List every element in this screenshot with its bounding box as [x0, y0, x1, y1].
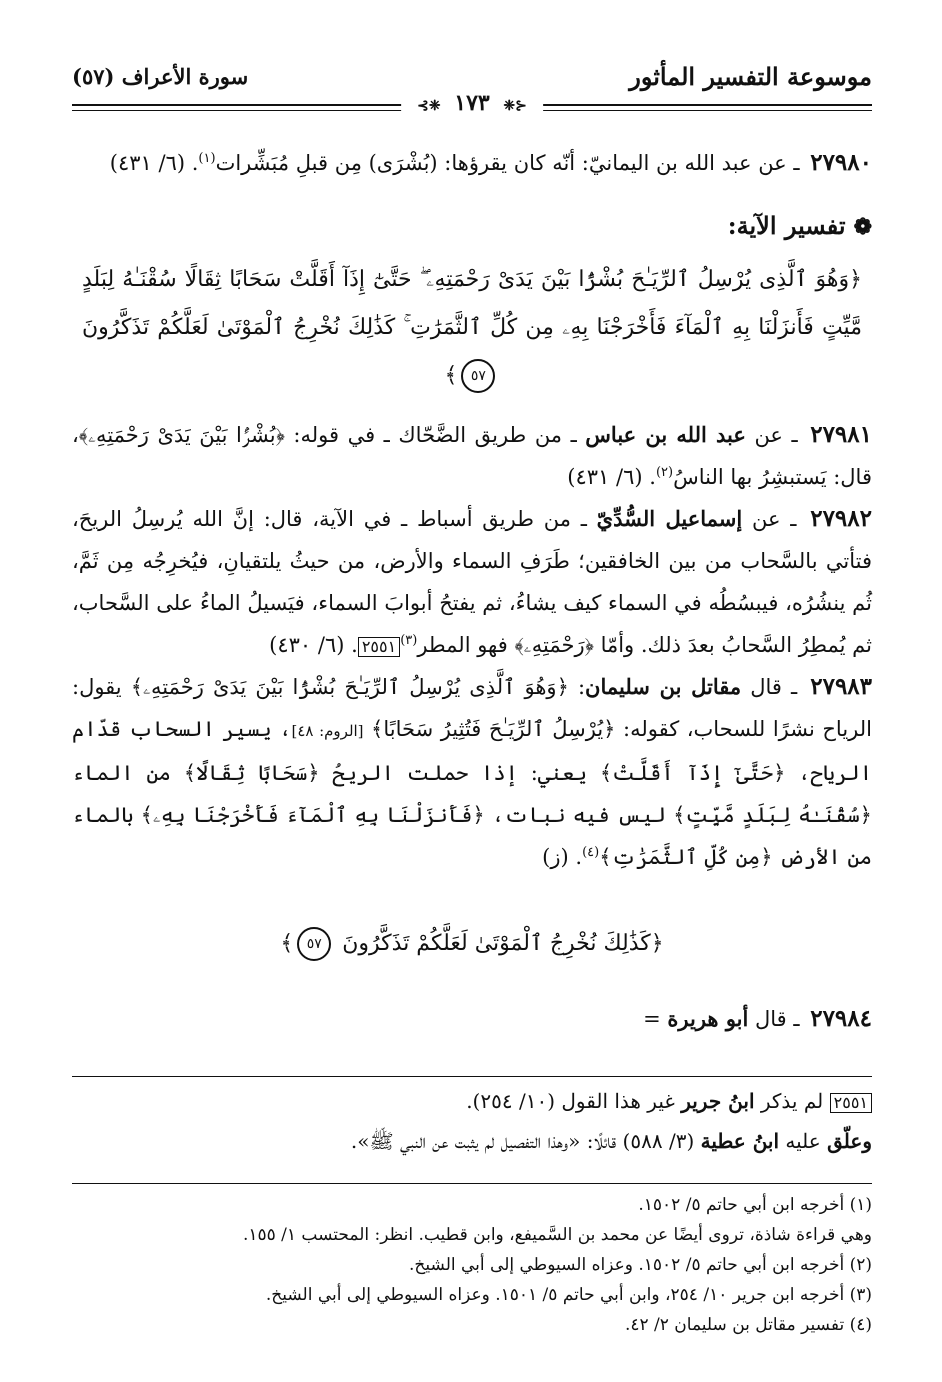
entry-tail: . [642, 465, 656, 489]
page-number: ١٧٣ [454, 90, 490, 116]
entry-text: ـ عن [742, 507, 807, 531]
ornament-icon: ⊰❈ [503, 98, 527, 114]
footnote-3: (٣) أخرجه ابن جرير ١٠/ ٢٥٤، وابن أبي حاتم ٥/ ١٥٠١. وعزاه السيوطي إلى أبي الشيخ. [265, 1285, 872, 1305]
narrator-name: إسماعيل السُّدِّيّ [596, 506, 743, 531]
footnotes [72, 1183, 872, 1340]
entry-text: ـ قال [748, 1007, 807, 1031]
volume-ref: (ز) [542, 845, 569, 869]
entry-text: ـ عن [745, 423, 807, 447]
verse-text: ﴿وَهُوَ ٱلَّذِى يُرْسِلُ ٱلرِّيَـٰحَ بُشْرًۢا بَيْنَ يَدَىْ رَحْمَتِهِۦ ۖ حَتَّىٰٓ إِذَآ أَقَلَّتْ سَحَابًا ثِقَالًا سُقْنَـٰهُ لِبَلَدٍ مَّيِّتٍ فَأَنزَلْنَا بِهِ ٱلْمَآءَ فَأَخْرَجْنَا بِهِۦ مِن كُلِّ ٱلثَّمَرَٰتِ ۚ كَذَٰلِكَ نُخْرِجُ ٱلْمَوْتَىٰ لَعَلَّكُمْ تَذَكَّرُونَ [82, 267, 862, 340]
entry-text: ـ من طريق أسباط ـ في الآية، قال: إنَّ الله يُرسِلُ الريحَ، فتأتي بالسَّحاب من بين الخافقين؛ طَرَفِ السماء والأرض، من حيثُ يلتقيانِ، فيُخرِجُه مِن ثَمَّ، ثُم ينشُرُه، فيبسُطُه في السماء كيف يشاءُ، ثم يفتحُ أبوابَ السماء، فيَسيلُ الماءُ على السَّحاب، ثم يُمطِرُ السَّحابُ بعدَ ذلك. وأمّا ﴿رَحْمَتِهِۦ﴾ فهو المطر [72, 507, 872, 657]
quran-verse [72, 256, 872, 400]
flower-icon: ❁ [853, 214, 872, 240]
narrator-name: أبو هريرة [667, 1006, 749, 1031]
entry-number: ٢٧٩٨١ [810, 421, 872, 448]
editor-note [72, 1076, 872, 1161]
footnote-4: (٤) تفسير مقاتل بن سليمان ٢/ ٤٢. [624, 1315, 872, 1335]
ornament-icon: ❈⊱ [417, 98, 441, 114]
entry-text: ـ عن عبد الله بن اليمانيّ: أنّه كان يقرؤها: (بُشْرَى) مِن قبلِ مُبَشِّرات [215, 151, 807, 175]
section-title: تفسير الآية: [727, 211, 846, 240]
entry-tail: = [643, 1007, 668, 1031]
note-text: (٣/ ٥٨٨) قائلًا: «وهذا التفصيل لم يثبت عن النبي ﷺ». [350, 1129, 701, 1153]
entry-text: ـ قال [741, 675, 807, 699]
entry-text: : ﴿وَهُوَ ٱلَّذِى يُرْسِلُ ٱلرِّيَـٰحَ بُشْرًۢا بَيْنَ يَدَىْ رَحْمَتِهِۦ﴾ يقول: الرياح نشرًا للسحاب، كقوله: ﴿يُرْسِلُ ٱلرِّيَـٰحَ فَتُثِيرُ سَحَابًا﴾ [72, 675, 872, 741]
entry-number: ٢٧٩٨٢ [810, 505, 872, 532]
ayah-number-icon: ٥٧ [461, 359, 495, 393]
note-text: عليه [779, 1129, 828, 1153]
scholar-name: ابنُ جرير [681, 1089, 755, 1113]
note-lead: وعلّق [827, 1129, 872, 1153]
note-text: غير هذا القول (١٠/ ٢٥٤). [466, 1089, 682, 1113]
surah-label: سورة الأعراف (٥٧) [72, 64, 249, 89]
note-line-1 [72, 1081, 872, 1121]
note-marker: ٢٥٥١ [830, 1093, 872, 1113]
entry-number: ٢٧٩٨٣ [810, 673, 873, 700]
footnote-ref: (٤) [582, 845, 600, 860]
scholar-name: ابنُ عطية [700, 1129, 780, 1153]
entry-text: ، يسير السحاب قدّام الرياح، ﴿حَتَّىٰٓ إِذَآ أَقَلَّتْ﴾ يعني: إذا حملت الريحُ ﴿سَحَابًا ثِقَالًا﴾ من الماء ﴿سُقْنَـٰهُ لِبَلَدٍ مَّيِّتٍ﴾ ليس فيه نبات، ﴿فَأَنزَلْنَا بِهِ ٱلْمَآءَ فَأَخْرَجْنَا بِهِۦ﴾ بالماء من الأرض ﴿مِن كُلِّ ٱلثَّمَرَٰتِ﴾ [72, 717, 872, 869]
note-line-2 [72, 1121, 872, 1161]
book-title: موسوعة التفسير المأثور [629, 62, 872, 91]
entry-tail: . [344, 633, 358, 657]
entry-27982 [72, 498, 872, 666]
volume-ref: (٦/ ٤٣١) [109, 151, 186, 175]
volume-ref: (٦/ ٤٣٠) [269, 633, 345, 657]
narrator-name: عبد الله بن عباس [585, 422, 746, 447]
entry-text: ـ من طريق الضَّحّاك ـ في قوله: ﴿بُشْرًۢا بَيْنَ يَدَىْ رَحْمَتِهِۦ﴾، قال: يَستبشِرُ بها الناسُ [72, 423, 872, 489]
page-number-block [401, 90, 543, 116]
footnote-1-cont: وهي قراءة شاذة، تروى أيضًا عن محمد بن السَّميفع، وابن قطيب. انظر: المحتسب ١/ ١٥٥. [242, 1225, 872, 1245]
source-ref: [الروم: ٤٨] [291, 722, 364, 740]
footnote-ref: (٣) [400, 633, 418, 648]
running-header [72, 62, 872, 116]
note-text: لم يذكر [754, 1089, 830, 1113]
verse-text: ﴿كَذَٰلِكَ نُخْرِجُ ٱلْمَوْتَىٰ لَعَلَّكُمْ تَذَكَّرُونَ [342, 931, 664, 956]
narrator-name: مقاتل بن سليمان [585, 674, 742, 699]
entry-number: ٢٧٩٨٤ [810, 1005, 872, 1032]
note-marker: ٢٥٥١ [358, 637, 400, 657]
footnote-2: (٢) أخرجه ابن أبي حاتم ٥/ ١٥٠٢. وعزاه السيوطي إلى أبي الشيخ. [409, 1255, 872, 1275]
entry-27980 [72, 142, 872, 184]
entry-27981 [72, 414, 872, 498]
quran-verse-2 [72, 920, 872, 968]
page [72, 62, 872, 1340]
entry-tail: . [568, 845, 583, 869]
section-heading [72, 204, 872, 248]
entry-number: ٢٧٩٨٠ [810, 149, 872, 176]
volume-ref: (٦/ ٤٣١) [567, 465, 643, 489]
verse-close: ﴾ [280, 931, 294, 956]
entry-27983 [72, 666, 872, 878]
entry-tail: . [185, 151, 199, 175]
footnote-ref: (٢) [655, 465, 674, 480]
verse-close: ﴾ [444, 363, 458, 388]
ayah-number-icon: ٥٧ [297, 927, 331, 961]
entry-27984 [72, 998, 872, 1040]
footnote-1: (١) أخرجه ابن أبي حاتم ٥/ ١٥٠٢. [638, 1195, 872, 1215]
footnote-ref: (١) [198, 151, 216, 166]
